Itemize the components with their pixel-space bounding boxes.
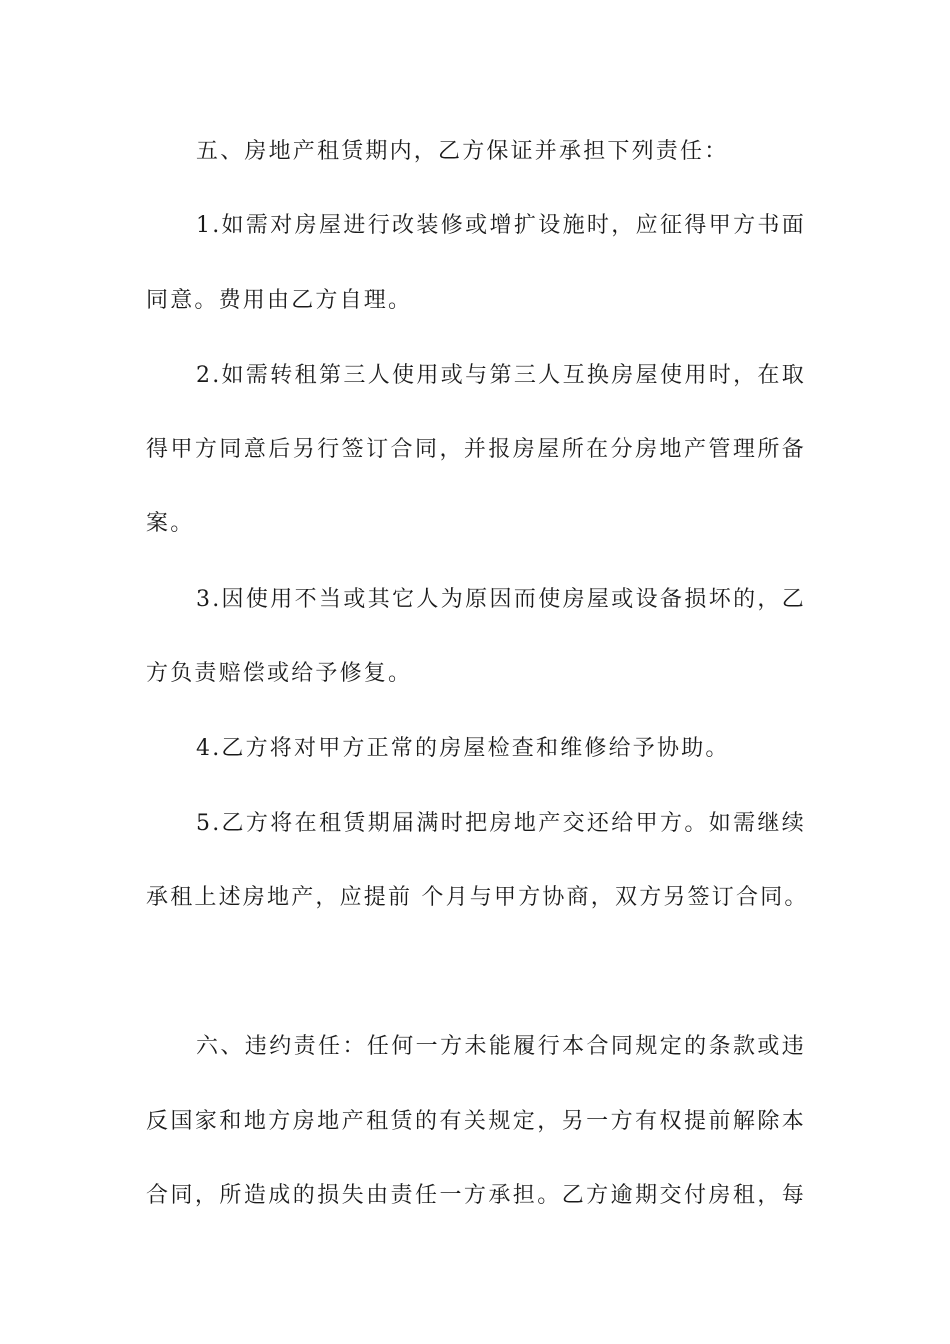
section6-line1: 六、违约责任：任何一方未能履行本合同规定的条款或违 bbox=[196, 1034, 806, 1059]
item4-line1: 4.乙方将对甲方正常的房屋检查和维修给予协助。 bbox=[196, 736, 730, 761]
item3-line2: 方负责赔偿或给予修复。 bbox=[146, 661, 413, 686]
section5-heading: 五、房地产租赁期内，乙方保证并承担下列责任： bbox=[196, 139, 729, 164]
section6-line2: 反国家和地方房地产租赁的有关规定，另一方有权提前解除本 bbox=[146, 1109, 806, 1134]
item5-line1: 5.乙方将在租赁期届满时把房地产交还给甲方。如需继续 bbox=[196, 811, 806, 836]
item2-line1: 2.如需转租第三人使用或与第三人互换房屋使用时，在取 bbox=[196, 363, 806, 388]
item3-line1: 3.因使用不当或其它人为原因而使房屋或设备损坏的，乙 bbox=[196, 587, 806, 612]
item1-line1: 1.如需对房屋进行改装修或增扩设施时，应征得甲方书面 bbox=[196, 213, 806, 238]
item5-line2: 承租上述房地产，应提前 个月与甲方协商，双方另签订合同。 bbox=[146, 885, 809, 910]
section6-line3: 合同，所造成的损失由责任一方承担。乙方逾期交付房租，每 bbox=[146, 1183, 806, 1208]
item2-line2: 得甲方同意后另行签订合同，并报房屋所在分房地产管理所备 bbox=[146, 437, 806, 462]
item2-line3: 案。 bbox=[146, 511, 195, 536]
item1-line2: 同意。费用由乙方自理。 bbox=[146, 288, 413, 313]
